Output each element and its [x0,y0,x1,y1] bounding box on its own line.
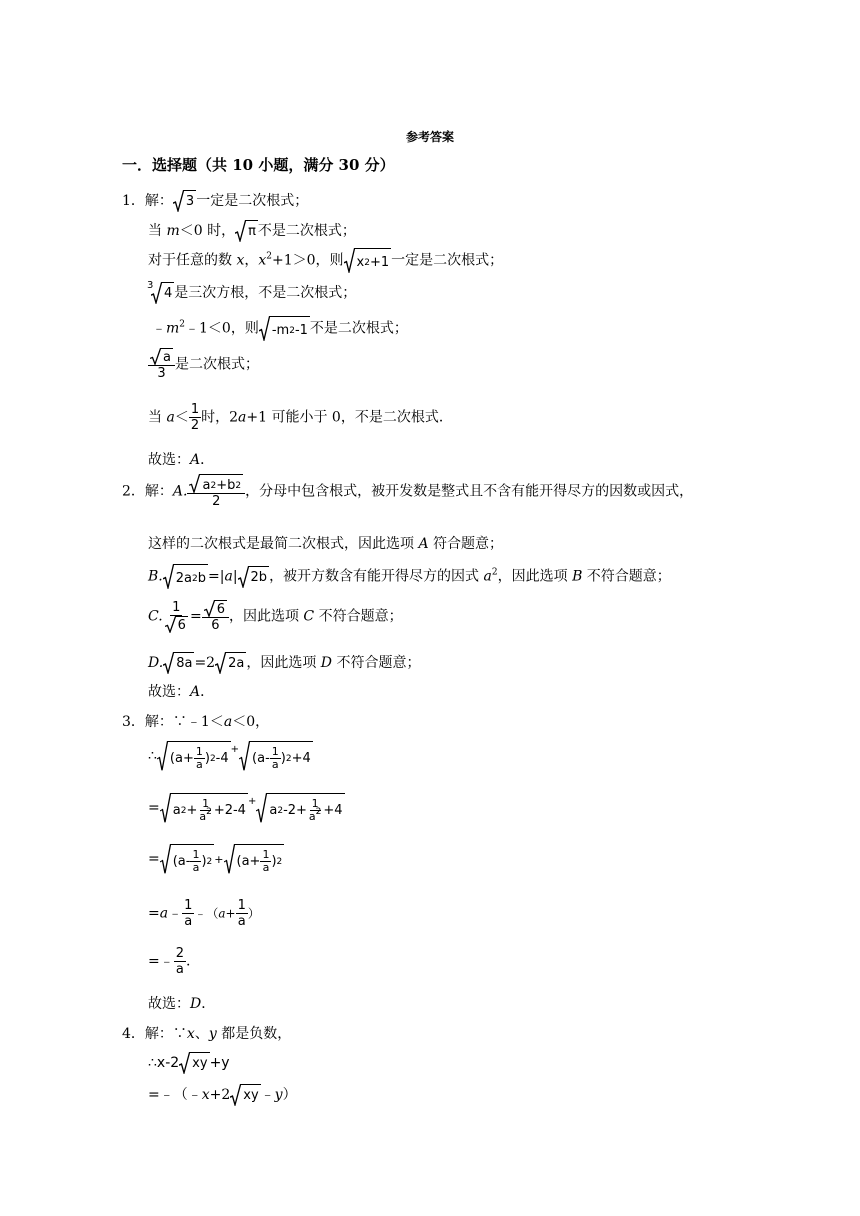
section-heading: 一．选择题（共 10 小题，满分 30 分） [122,156,395,174]
radical-sqrt-neg-m2-minus-1: -m 2 -1 [259,316,310,341]
radicand: +4 [291,750,311,766]
var: a [159,905,169,922]
text: 故选： [148,452,190,468]
radicand: x [356,255,365,270]
option-label: A. [172,483,188,500]
q1-line-1 [122,190,308,212]
numerator: 1 [271,745,279,758]
exponent: 2 [206,807,212,817]
denominator: a [308,810,316,823]
radicand: 2a [226,652,246,674]
denominator: 2 [212,494,221,509]
numerator: 2 [175,946,185,961]
radicand: b [197,571,206,586]
text: ＜0 时， [179,223,236,239]
exponent: 2 [315,807,322,817]
text: ＜ [174,409,189,426]
radical-sqrt-2b [238,566,270,588]
text: ． [200,684,215,700]
answer-choice: A [190,452,201,468]
radicand: (a- [172,853,191,869]
radicand: +2-4 [213,802,246,818]
radical-sqrt-xy [230,1084,260,1106]
q1-line-4 [148,282,356,304]
denominator: a [262,861,270,874]
q1-line-7 [148,402,453,442]
q4-line-3 [148,1084,297,1106]
radicand: -2+ [283,802,307,818]
plus-sign: + [230,744,240,755]
var: y [274,1087,283,1103]
text: ﹣ [260,1087,275,1103]
text: ） [282,1087,297,1103]
q2-line-5 [148,652,420,674]
radical-q3-r2a: a 2 + $\frac{1}{a^2}$ +2-4 [160,793,248,823]
text: 不符合题意； [314,608,403,625]
therefore-symbol: ∴ [148,748,157,764]
text: = [189,608,202,625]
radicand: a [269,802,278,818]
radical-sqrt-2a [215,652,246,674]
radicand: (a- [252,750,270,766]
radicand: ) [271,853,277,869]
radical-sqrt-8a [163,652,194,674]
radical-sqrt-x2-plus-1: x 2 +1 [344,248,392,273]
text: 这样的二次根式是最简二次根式，因此选项 [148,536,419,552]
fraction-1-over-a [182,898,194,929]
equals-sign: = [148,851,160,867]
radicand: xy [241,1084,260,1106]
plus-sign: + [214,853,224,866]
text: 故选： [148,996,190,1012]
expression: +y [209,1055,230,1071]
q3-line-3 [148,792,345,838]
option-label: C. [148,608,163,625]
option-ref: A [418,536,429,552]
radicand: + [216,478,228,493]
text: 一定是二次根式； [391,252,504,269]
radicand: 6 [177,618,186,633]
radical-q3-r1a: (a+ $\frac{1}{a}$ ) 2 -4 [157,741,231,771]
var: m [166,320,180,337]
q1-line-3: 对于任意的数 x，$x^2+1>0$，则 x 2 +1 一定是二次根式； [148,248,503,273]
q1-answer [148,450,214,470]
text: ，因此选项 [228,608,304,625]
q2-answer [148,682,214,702]
numerator: 1 [202,797,210,810]
numerator: 1 [184,898,193,913]
var: y [208,1026,217,1042]
denominator: a [199,810,207,823]
q2-line-3: B. 2a 2 b =|a| 2b ，被开方数含有能开得尽方的因式 $a^2$，因此选项 B 不符合题意； [148,564,671,589]
radical-sqrt-xy [179,1052,209,1074]
text: 不符合题意； [582,568,671,585]
q3-answer [148,994,215,1014]
text: 当 [148,223,167,239]
denominator: a [175,962,184,977]
numerator: 1 [192,848,200,861]
var: a [223,714,233,730]
denominator: a [237,914,246,929]
q3-line-2 [148,740,313,786]
text: ， [244,252,259,269]
radical-sqrt-2a2b: 2a 2 b [163,564,208,589]
q2-line-4 [148,600,403,644]
therefore-symbol: ∴ [148,1055,157,1071]
q3-line-5 [148,898,260,938]
var: a [166,409,175,426]
text: 一定是二次根式； [196,193,309,209]
text: | [232,568,238,585]
text: ﹣1＜0，则 [185,320,259,337]
text: ，分母中包含根式，被开发数是整式且不含有能开得尽方的因数或因式， [245,483,694,500]
text: ，因此选项 [246,655,321,671]
text: + [225,906,236,921]
radicand: (a+ [169,750,194,766]
radicand: a [172,802,181,818]
radicand: ) [280,750,286,766]
q4-line-2 [148,1052,230,1074]
question-number: 2． [122,483,145,500]
text: =| [208,568,225,585]
equals-sign: = [148,800,160,816]
fraction-2-over-a [174,946,186,977]
text: 故选： [148,684,190,700]
radical-q3-r1b: (a- $\frac{1}{a}$ ) 2 +4 [239,741,313,771]
expression: x-2 [156,1055,180,1071]
q4-line-1 [122,1024,291,1044]
radicand: 3 [184,190,196,212]
plus-sign: + [247,796,257,807]
option-ref: D [320,655,333,671]
q2-line-2 [148,534,503,554]
radicand: 4 [162,282,174,304]
text: 符合题意； [428,536,504,552]
q3-line-6 [148,946,190,986]
q1-line-2 [148,220,356,242]
answer-choice: D [190,996,202,1012]
q3-line-1 [122,712,269,732]
radicand: 2a [175,571,192,586]
var: x [201,1087,210,1103]
equals-sign: = [148,905,160,922]
radicand: -1 [294,323,308,338]
text: 不符合题意； [332,655,421,671]
fraction-1-over-sqrt-6 [163,600,190,633]
radicand: ) [204,750,210,766]
text: 、 [194,1026,209,1042]
denominator: a [271,758,279,771]
text: 不是二次根式； [257,223,356,239]
var: a [483,568,492,585]
text: 不是二次根式； [309,320,408,337]
text: =﹣ [148,953,174,970]
radicand: -4 [215,750,229,766]
numerator: 1 [172,600,181,615]
text: ． [200,452,215,468]
numerator: 1 [237,898,246,913]
var: x [236,252,245,269]
question-number: 3． [122,714,145,730]
fraction-sqrt-a-over-3 [148,348,175,381]
text: ﹣（ [194,906,219,921]
text: +1 可能小于 0，不是二次根式． [246,409,453,426]
text: 都是负数， [216,1026,292,1042]
q2-line-1 [122,474,693,522]
radicand: +1 [369,255,390,270]
var: a [238,409,247,426]
text: ，因此选项 [497,568,573,585]
text: 对于任意的数 [148,252,237,269]
text: ＜0， [232,714,270,730]
text: ﹣ [168,905,183,922]
radicand: b [227,478,236,493]
root-index: 3 [147,280,154,291]
text: +2 [209,1087,231,1103]
answer-choice: A [190,684,201,700]
text: ） [247,906,260,921]
radicand: a [202,478,211,493]
numerator: 1 [262,848,270,861]
fraction-sqrt-6-over-6 [202,600,229,633]
text: ﹣ [152,320,166,337]
radical-q3-r3a: (a- $\frac{1}{a}$ ) 2 [160,844,215,874]
text: . [186,953,191,970]
fraction-sqrt-a2-b2-over-2: a 2 + b 2 2 [187,474,245,509]
solution-label: 解： [144,193,173,209]
q1-line-6 [148,348,259,390]
radicand: +4 [323,802,343,818]
radical-cbrt-4 [148,282,174,304]
q3-line-4 [148,844,284,890]
numerator: 1 [311,797,319,810]
text: ． [201,996,216,1012]
option-label: D. [148,655,164,671]
question-number: 4． [122,1026,145,1042]
var: a [218,906,226,921]
radical-sqrt-3 [173,190,196,212]
option-ref: B [572,568,583,585]
page-title: 参考答案 [405,130,454,144]
fraction-1-over-a [236,898,248,929]
text: 是三次方根，不是二次根式； [174,285,357,301]
radicand: a [163,350,171,365]
q1-line-5: $﹣m^2﹣1<0$，则 -m 2 -1 不是二次根式； [152,316,408,341]
solution-label: 解：∵﹣1＜ [144,714,224,730]
denominator: a [192,861,200,874]
text: 是二次根式； [174,356,259,373]
denominator: a [184,914,193,929]
radical-q3-r3b: (a+ $\frac{1}{a}$ ) 2 [224,844,285,874]
radicand: 8a [174,652,194,674]
text: +1＞0，则 [272,252,344,269]
radicand: -m [271,323,290,338]
option-ref: C [303,608,315,625]
denominator: 2 [190,418,200,433]
solution-label: 解： [144,483,173,500]
text: 当 [148,409,167,426]
var: x [258,252,267,269]
denominator: 6 [211,618,220,633]
radicand: π [246,220,258,242]
text: =2 [194,655,216,671]
radicand: 6 [216,602,225,617]
var: a [224,568,233,585]
numerator: 1 [190,402,200,417]
radicand: xy [190,1052,209,1074]
var: x [186,1026,195,1042]
text: ，被开方数含有能开得尽方的因式 [269,568,484,585]
var: m [166,223,180,239]
radicand: (a+ [236,853,261,869]
radicand: + [186,802,198,818]
radicand: ) [201,853,207,869]
fraction-1-over-2 [189,402,201,433]
radical-sqrt-pi [235,220,258,242]
option-label: B. [148,568,163,585]
radical-q3-r2b: a 2 -2+ $\frac{1}{a^2}$ +4 [256,793,344,823]
denominator: a [195,758,203,771]
numerator: 1 [195,745,203,758]
text: 时，2 [201,409,239,426]
question-number: 1． [122,193,145,209]
denominator: 3 [157,366,166,381]
text: =﹣（﹣ [148,1087,202,1103]
radicand: 2b [249,566,270,588]
solution-label: 解：∵ [144,1026,187,1042]
